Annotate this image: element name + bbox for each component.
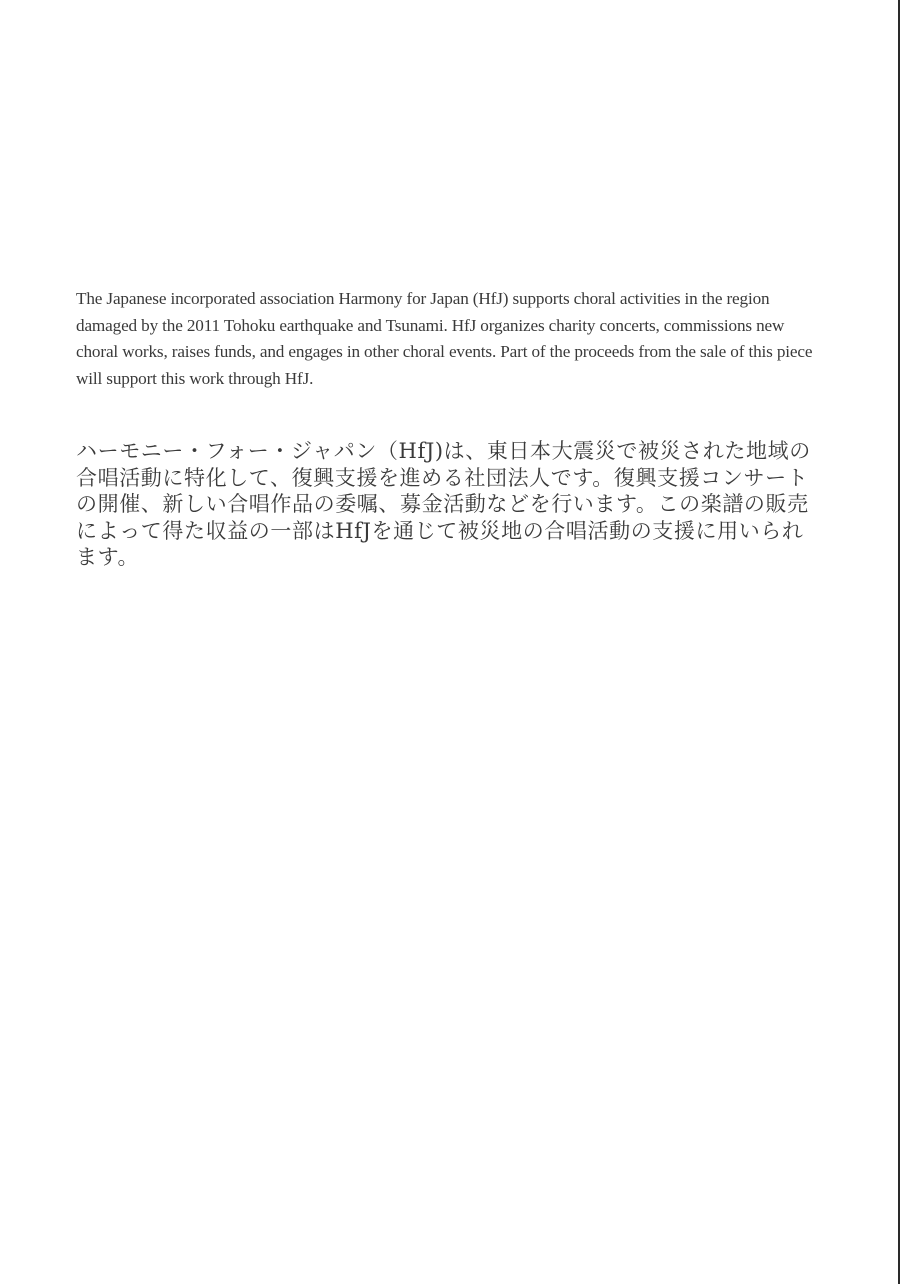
english-paragraph: The Japanese incorporated association Harmony for Japan (HfJ) supports choral activities in the region damaged by the 2011 Tohoku earthquake and Tsunami. HfJ organizes charity concerts, commissions new choral works, raises funds, and engages in other choral events. Part of the proceeds from the sale of this piece will support this work through HfJ. xyxy=(76,289,813,388)
japanese-paragraph: ハーモニー・フォー・ジャパン（HfJ)は、東日本大震災で被災された地域の合唱活動に特化して、復興支援を進める社団法人です。復興支援コンサートの開催、新しい合唱作品の委嘱、募金活動などを行います。この楽譜の販売によって得た収益の一部はHfJを通じて被災地の合唱活動の支援に用いられます。 xyxy=(76,439,811,569)
